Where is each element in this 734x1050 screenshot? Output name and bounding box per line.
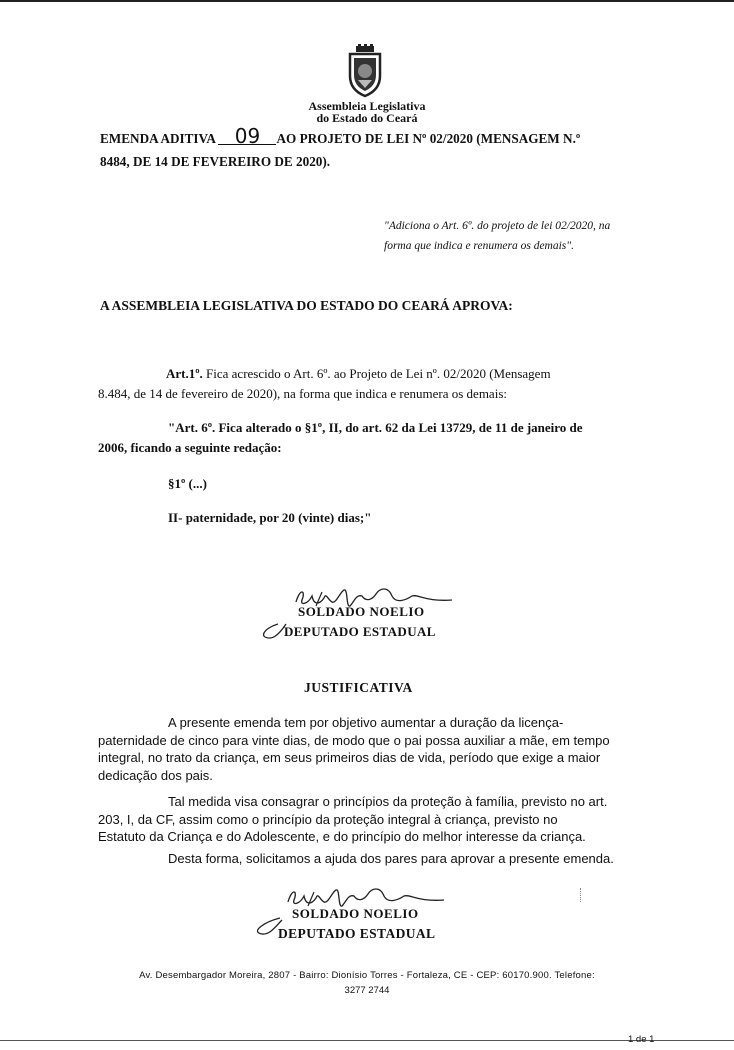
- article-6-line2: 2006, ficando a seguinte redação:: [98, 440, 282, 455]
- coat-of-arms-emblem: [344, 44, 386, 98]
- top-border: [0, 0, 734, 2]
- justification-heading: JUSTIFICATIVA: [304, 680, 413, 695]
- bottom-rule: [0, 1040, 734, 1041]
- summary-line2: forma que indica e renumera os demais".: [384, 240, 574, 252]
- justification-p2-line2: 203, I, da CF, assim como o princípio da proteção integral à criança, previsto no: [98, 811, 558, 827]
- article-1-line1: Fica acrescido o Art. 6º. ao Projeto de Lei nº. 02/2020 (Mensagem: [206, 366, 551, 381]
- justification-paragraph-3: Desta forma, solicitamos a ajuda dos pares para aprovar a presente emenda.: [168, 851, 614, 866]
- article-1-line2: 8.484, de 14 de fevereiro de 2020), na forma que indica e renumera os demais:: [98, 386, 507, 401]
- signature-1-role: DEPUTADO ESTADUAL: [284, 624, 436, 639]
- signature-1-name: SOLDADO NOELIO: [298, 604, 425, 619]
- institution-name-line2: do Estado do Ceará: [316, 111, 418, 125]
- scan-speck: [580, 888, 582, 902]
- article-1: [98, 364, 628, 404]
- page-number: 1 de 1: [628, 1034, 655, 1045]
- article-6-paragraph: §1º (...): [168, 476, 207, 491]
- institution-name-line1: Assembleia Legislativa: [308, 99, 426, 113]
- approves-statement: A ASSEMBLEIA LEGISLATIVA DO ESTADO DO CEARÁ APROVA:: [100, 298, 513, 313]
- justification-p1-line4: dedicação dos pais.: [98, 767, 213, 783]
- amendment-number-handwritten: 09: [218, 128, 276, 145]
- justification-p1-line1: A presente emenda tem por objetivo aumentar a duração da licença-: [168, 715, 564, 730]
- summary: [384, 216, 644, 256]
- justification-paragraph-1: [98, 714, 633, 784]
- footer-line1: Av. Desembargador Moreira, 2807 - Bairro: Dionísio Torres - Fortaleza, CE - CEP: 60170.900. Telefone:: [139, 970, 595, 981]
- justification-p1-line2: paternidade de cinco para vinte dias, de modo que o pai possa auxiliar a mãe, em tempo: [98, 732, 610, 748]
- article-6-line1: "Art. 6º. Fica alterado o §1º, II, do art. 62 da Lei 13729, de 11 de janeiro de: [168, 420, 583, 435]
- footer-address: [60, 968, 674, 998]
- signature-2-name: SOLDADO NOELIO: [292, 906, 419, 921]
- summary-line1: "Adiciona o Art. 6º. do projeto de lei 02/2020, na: [384, 220, 611, 232]
- document-title: [100, 124, 640, 171]
- article-6-item: II- paternidade, por 20 (vinte) dias;": [168, 510, 372, 525]
- title-prefix: EMENDA ADITIVA: [100, 131, 216, 146]
- justification-p1-line3: integral, no trato da criança, em seus primeiros dias de vida, período que exige a maior: [98, 750, 601, 765]
- title-suffix: AO PROJETO DE LEI Nº 02/2020 (MENSAGEM N.º: [276, 131, 581, 146]
- signature-2-role: DEPUTADO ESTADUAL: [278, 926, 436, 941]
- title-line2: 8484, DE 14 DE FEVEREIRO DE 2020).: [100, 154, 331, 169]
- justification-p2-line3: Estatuto da Criança e do Adolescente, e do princípio do melhor interesse da criança.: [98, 829, 586, 844]
- article-1-label: Art.1º.: [166, 366, 203, 381]
- footer-line2: 3277 2744: [344, 985, 390, 996]
- justification-paragraph-2: [98, 793, 633, 846]
- article-6: [98, 418, 630, 458]
- justification-p2-line1: Tal medida visa consagrar o princípios da proteção à família, previsto no art.: [168, 794, 608, 809]
